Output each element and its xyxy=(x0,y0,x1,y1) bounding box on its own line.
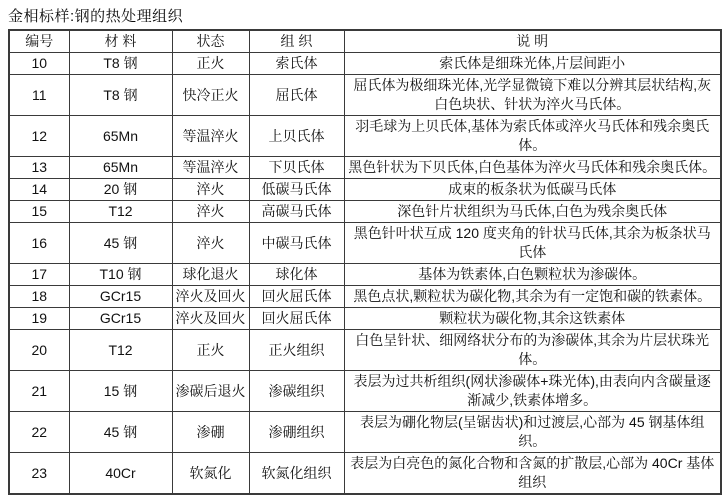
cell-description: 白色呈针状、细网络状分布的为渗碳体,其余为片层状珠光体。 xyxy=(344,330,721,371)
cell-state: 淬火 xyxy=(172,179,249,201)
cell-state: 球化退火 xyxy=(172,264,249,286)
table-row xyxy=(9,412,721,453)
cell-structure: 回火屈氏体 xyxy=(249,286,344,308)
cell-material: 65Mn xyxy=(69,116,172,157)
table-row xyxy=(9,330,721,371)
cell-number: 22 xyxy=(9,412,69,453)
table-row xyxy=(9,453,721,495)
table-row xyxy=(9,371,721,412)
cell-description: 黑色点状,颗粒状为碳化物,其余为有一定饱和碳的铁素体。 xyxy=(344,286,721,308)
cell-description: 表层为过共析组织(网状渗碳体+珠光体),由表向内含碳量逐渐减少,铁素体增多。 xyxy=(344,371,721,412)
cell-structure: 渗碳组织 xyxy=(249,371,344,412)
cell-state: 淬火 xyxy=(172,223,249,264)
cell-state: 淬火及回火 xyxy=(172,308,249,330)
cell-material: T12 xyxy=(69,201,172,223)
header-material: 材 料 xyxy=(69,30,172,53)
header-structure: 组 织 xyxy=(249,30,344,53)
table-row xyxy=(9,75,721,116)
cell-number: 16 xyxy=(9,223,69,264)
cell-number: 19 xyxy=(9,308,69,330)
cell-structure: 高碳马氏体 xyxy=(249,201,344,223)
cell-material: 15 钢 xyxy=(69,371,172,412)
cell-description: 基体为铁素体,白色颗粒状为渗碳体。 xyxy=(344,264,721,286)
cell-material: T8 钢 xyxy=(69,53,172,75)
cell-description: 颗粒状为碳化物,其余这铁素体 xyxy=(344,308,721,330)
cell-description: 表层为白亮色的氮化合物和含氮的扩散层,心部为 40Cr 基体组织 xyxy=(344,453,721,495)
table-row xyxy=(9,286,721,308)
cell-material: T12 xyxy=(69,330,172,371)
cell-description: 黑色针叶状互成 120 度夹角的针状马氏体,其余为板条状马氏体 xyxy=(344,223,721,264)
cell-material: 65Mn xyxy=(69,157,172,179)
cell-number: 17 xyxy=(9,264,69,286)
cell-state: 淬火及回火 xyxy=(172,286,249,308)
header-number: 编号 xyxy=(9,30,69,53)
table-row xyxy=(9,53,721,75)
cell-description: 羽毛球为上贝氏体,基体为索氏体或淬火马氏体和残余奥氏体。 xyxy=(344,116,721,157)
cell-structure: 正火组织 xyxy=(249,330,344,371)
table-row xyxy=(9,116,721,157)
cell-structure: 渗硼组织 xyxy=(249,412,344,453)
cell-state: 正火 xyxy=(172,53,249,75)
cell-structure: 下贝氏体 xyxy=(249,157,344,179)
cell-state: 正火 xyxy=(172,330,249,371)
cell-number: 14 xyxy=(9,179,69,201)
cell-material: 40Cr xyxy=(69,453,172,495)
cell-material: T10 钢 xyxy=(69,264,172,286)
cell-number: 10 xyxy=(9,53,69,75)
cell-state: 软氮化 xyxy=(172,453,249,495)
cell-structure: 索氏体 xyxy=(249,53,344,75)
cell-description: 屈氏体为极细珠光体,光学显微镜下难以分辨其层状结构,灰白色块状、针状为淬火马氏体。 xyxy=(344,75,721,116)
table-row xyxy=(9,223,721,264)
cell-material: 20 钢 xyxy=(69,179,172,201)
cell-description: 索氏体是细珠光体,片层间距小 xyxy=(344,53,721,75)
cell-structure: 球化体 xyxy=(249,264,344,286)
cell-state: 渗硼 xyxy=(172,412,249,453)
cell-structure: 回火屈氏体 xyxy=(249,308,344,330)
cell-number: 11 xyxy=(9,75,69,116)
cell-material: 45 钢 xyxy=(69,223,172,264)
heat-treatment-structures-table xyxy=(8,29,722,495)
cell-number: 13 xyxy=(9,157,69,179)
cell-number: 12 xyxy=(9,116,69,157)
table-row xyxy=(9,264,721,286)
cell-description: 表层为硼化物层(呈锯齿状)和过渡层,心部为 45 钢基体组织。 xyxy=(344,412,721,453)
cell-material: GCr15 xyxy=(69,286,172,308)
table-row xyxy=(9,157,721,179)
cell-number: 20 xyxy=(9,330,69,371)
table-row xyxy=(9,201,721,223)
cell-structure: 上贝氏体 xyxy=(249,116,344,157)
cell-number: 23 xyxy=(9,453,69,495)
cell-structure: 低碳马氏体 xyxy=(249,179,344,201)
cell-structure: 屈氏体 xyxy=(249,75,344,116)
cell-number: 21 xyxy=(9,371,69,412)
cell-material: GCr15 xyxy=(69,308,172,330)
page-title: 金相标样:钢的热处理组织 xyxy=(8,8,184,25)
table-row xyxy=(9,308,721,330)
cell-number: 15 xyxy=(9,201,69,223)
cell-state: 快冷正火 xyxy=(172,75,249,116)
header-state: 状态 xyxy=(172,30,249,53)
cell-description: 成束的板条状为低碳马氏体 xyxy=(344,179,721,201)
cell-material: 45 钢 xyxy=(69,412,172,453)
cell-description: 黑色针状为下贝氏体,白色基体为淬火马氏体和残余奥氏体。 xyxy=(344,157,721,179)
cell-structure: 软氮化组织 xyxy=(249,453,344,495)
cell-state: 等温淬火 xyxy=(172,116,249,157)
cell-state: 淬火 xyxy=(172,201,249,223)
header-description: 说 明 xyxy=(344,30,721,53)
cell-material: T8 钢 xyxy=(69,75,172,116)
cell-structure: 中碳马氏体 xyxy=(249,223,344,264)
table-header-row xyxy=(9,30,721,53)
cell-state: 等温淬火 xyxy=(172,157,249,179)
cell-description: 深色针片状组织为马氏体,白色为残余奥氏体 xyxy=(344,201,721,223)
table-row xyxy=(9,179,721,201)
cell-state: 渗碳后退火 xyxy=(172,371,249,412)
cell-number: 18 xyxy=(9,286,69,308)
table-body xyxy=(9,53,721,495)
